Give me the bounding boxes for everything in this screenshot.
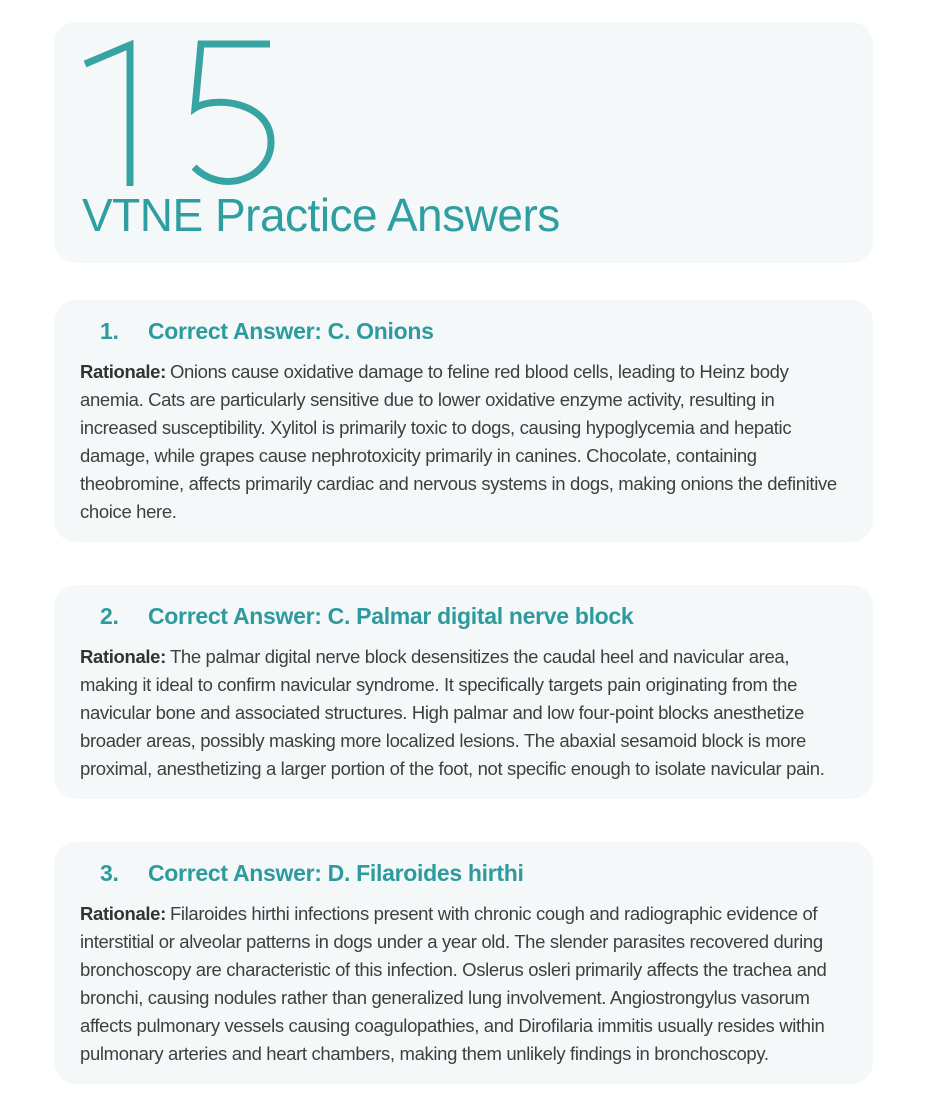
rationale-paragraph [80, 900, 848, 1068]
chapter-title-card [54, 22, 873, 263]
rationale-text: The palmar digital nerve block desensitizes the caudal heel and navicular area, making it ideal to confirm navicular syndrome. It specifically targets pain originating from the navicular bone and associated structures. High palmar and low four-point blocks anesthetize broader areas, possibly masking more localized lesions. The abaxial sesamoid block is more proximal, anesthetizing a larger portion of the foot, not specific enough to isolate navicular pain. [80, 646, 825, 779]
answer-heading-text: Correct Answer: C. Onions [148, 318, 434, 344]
rationale-text: Filaroides hirthi infections present with chronic cough and radiographic evidence of interstitial or alveolar patterns in dogs under a year old. The slender parasites recovered during bronchoscopy are characteristic of this infection. Oslerus osleri primarily affects the trachea and bronchi, causing nodules rather than generalized lung involvement. Angiostrongylus vasorum affects pulmonary vessels causing coagulopathies, and Dirofilaria immitis usually resides within pulmonary arteries and heart chambers, making them unlikely findings in bronchoscopy. [80, 903, 827, 1064]
answer-number: 1. [100, 318, 119, 344]
rationale-text: Onions cause oxidative damage to feline red blood cells, leading to Heinz body anemia. Cats are particularly sensitive due to lower oxidative enzyme activity, resulting in increased susceptibility. Xylitol is primarily toxic to dogs, causing hypoglycemia and hepatic damage, while grapes cause nephrotoxicity primarily in canines. Chocolate, containing theobromine, affects primarily cardiac and nervous systems in dogs, making onions the definitive choice here. [80, 361, 837, 522]
rationale-label: Rationale: [80, 361, 166, 382]
answer-heading [100, 860, 849, 887]
answer-card-2 [54, 585, 873, 799]
chapter-number-figure [82, 40, 278, 190]
answer-heading [100, 603, 849, 630]
answer-heading-text: Correct Answer: D. Filaroides hirthi [148, 860, 524, 886]
page-title: VTNE Practice Answers [82, 189, 560, 241]
answer-heading-text: Correct Answer: C. Palmar digital nerve block [148, 603, 634, 629]
rationale-label: Rationale: [80, 646, 166, 667]
rationale-label: Rationale: [80, 903, 166, 924]
answer-card-1 [54, 300, 873, 542]
digit-1-stroke [85, 45, 130, 186]
answer-heading [100, 318, 849, 345]
answer-number: 3. [100, 860, 119, 886]
answer-number: 2. [100, 603, 119, 629]
rationale-paragraph [80, 358, 848, 526]
digit-5-stroke [194, 44, 271, 181]
answer-card-3 [54, 842, 873, 1084]
rationale-paragraph [80, 643, 848, 783]
